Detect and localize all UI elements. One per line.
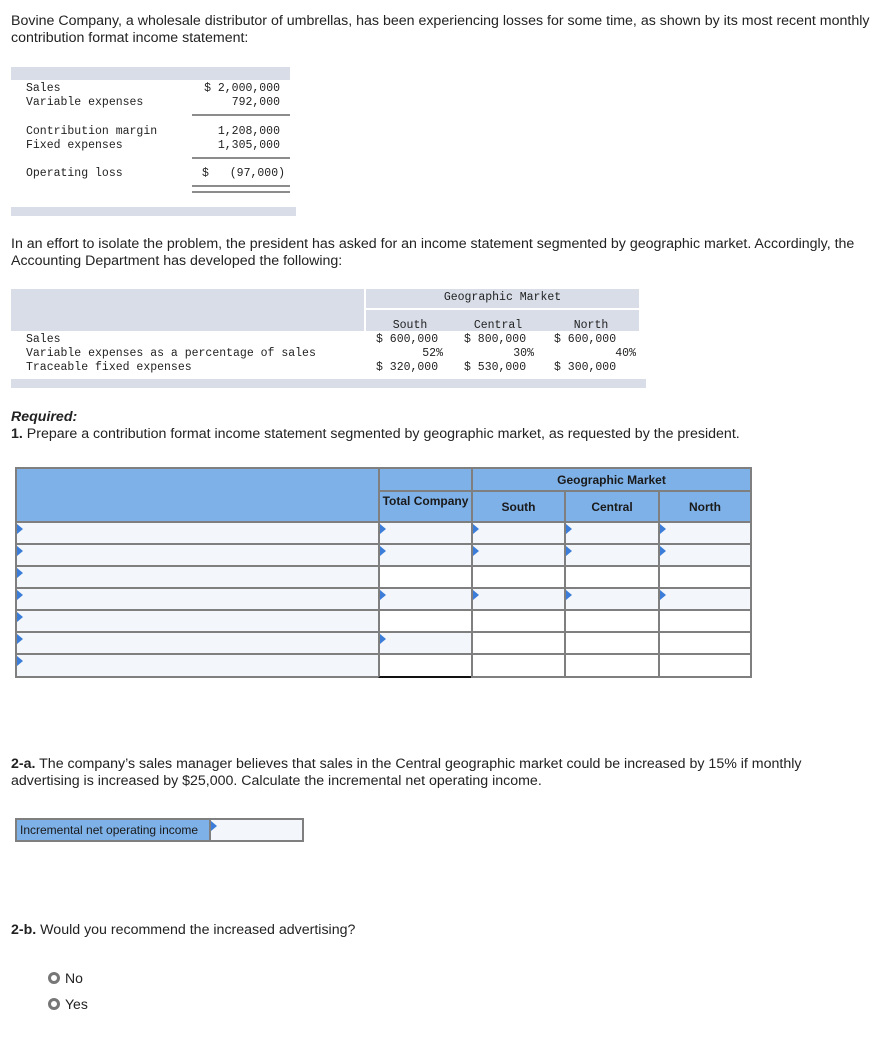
question-2a bbox=[11, 756, 871, 790]
geo-north-header: North bbox=[573, 319, 609, 332]
answer-row-label-input[interactable] bbox=[15, 543, 380, 567]
answer-total-input[interactable] bbox=[378, 587, 473, 611]
geo-market-header: Geographic Market bbox=[443, 291, 562, 304]
answer-row-label-input[interactable] bbox=[15, 631, 380, 655]
geo-south-fixed: $ 320,000 bbox=[376, 361, 439, 374]
incremental-noi-label: Incremental net operating income bbox=[15, 818, 211, 842]
subtotal-line bbox=[192, 114, 290, 116]
operating-loss-value: (97,000) bbox=[229, 167, 285, 180]
segment-intro-text: In an effort to isolate the problem, the president has asked for an income statement segmented by geographic market. Accordingly, the Accounting Department has developed the following: bbox=[11, 236, 855, 269]
geo-fixed-label: Traceable fixed expenses bbox=[26, 361, 192, 374]
answer-south-cell bbox=[471, 609, 566, 633]
fixed-expenses-value: 1,305,000 bbox=[217, 139, 280, 152]
answer-south-input[interactable] bbox=[471, 587, 566, 611]
answer-central-cell bbox=[564, 631, 660, 655]
answer-row-label-input[interactable] bbox=[15, 609, 380, 633]
answer-north-cell bbox=[658, 653, 752, 678]
radio-no-label[interactable]: No bbox=[65, 970, 83, 986]
answer-central-input[interactable] bbox=[564, 543, 660, 567]
total-double-line bbox=[192, 185, 290, 187]
question-2b bbox=[11, 922, 871, 939]
variable-expenses-label: Variable expenses bbox=[26, 96, 144, 109]
geo-central-var: 30% bbox=[513, 347, 534, 360]
statement-footer-band bbox=[11, 207, 296, 216]
question-1-number: 1. bbox=[11, 426, 23, 442]
input-arrow-icon bbox=[17, 634, 23, 644]
input-arrow-icon bbox=[473, 524, 479, 534]
input-arrow-icon bbox=[380, 634, 386, 644]
input-arrow-icon bbox=[211, 821, 217, 831]
total-double-line bbox=[192, 191, 290, 193]
geo-label-band bbox=[11, 289, 364, 331]
subtotal-line bbox=[192, 157, 290, 159]
sales-value: $ 2,000,000 bbox=[204, 82, 280, 95]
answer-north-input[interactable] bbox=[658, 587, 752, 611]
answer-central-input[interactable] bbox=[564, 521, 660, 545]
input-arrow-icon bbox=[566, 524, 572, 534]
question-1-text: Prepare a contribution format income statement segmented by geographic market, as requested by the president. bbox=[22, 426, 740, 442]
question-2a-text: The company’s sales manager believes that sales in the Central geographic market could be increased by 15% if monthly advertising is increased by $25,000. Calculate the incremental net operating income. bbox=[11, 756, 802, 789]
answer-total-cell bbox=[378, 609, 473, 633]
answer-south-input[interactable] bbox=[471, 543, 566, 567]
input-arrow-icon bbox=[17, 612, 23, 622]
contribution-margin-label: Contribution margin bbox=[26, 125, 158, 138]
input-arrow-icon bbox=[660, 546, 666, 556]
radio-no-icon[interactable] bbox=[48, 972, 60, 984]
answer-north-cell bbox=[658, 609, 752, 633]
input-arrow-icon bbox=[17, 656, 23, 666]
fixed-expenses-label: Fixed expenses bbox=[26, 139, 123, 152]
question-2b-number: 2-b. bbox=[11, 922, 37, 938]
answer-geo-header: Geographic Market bbox=[471, 467, 752, 492]
geo-north-var: 40% bbox=[615, 347, 636, 360]
geo-north-fixed: $ 300,000 bbox=[554, 361, 617, 374]
question-1 bbox=[11, 426, 871, 443]
geo-sales-label: Sales bbox=[26, 333, 61, 346]
statement-header-band bbox=[11, 67, 290, 80]
answer-south-cell bbox=[471, 565, 566, 589]
answer-north-input[interactable] bbox=[658, 521, 752, 545]
geo-variable-label: Variable expenses as a percentage of sales bbox=[26, 347, 316, 360]
answer-row-label-input[interactable] bbox=[15, 565, 380, 589]
contribution-margin-value: 1,208,000 bbox=[217, 125, 280, 138]
answer-total-cell bbox=[378, 565, 473, 589]
input-arrow-icon bbox=[566, 590, 572, 600]
answer-south-input[interactable] bbox=[471, 521, 566, 545]
answer-south-cell bbox=[471, 631, 566, 655]
radio-yes-icon[interactable] bbox=[48, 998, 60, 1010]
incremental-noi-input[interactable] bbox=[209, 818, 304, 842]
answer-central-cell bbox=[564, 565, 660, 589]
input-arrow-icon bbox=[17, 568, 23, 578]
answer-total-input[interactable] bbox=[378, 521, 473, 545]
input-arrow-icon bbox=[380, 546, 386, 556]
variable-expenses-value: 792,000 bbox=[231, 96, 280, 109]
answer-row-label-input[interactable] bbox=[15, 521, 380, 545]
geo-south-var: 52% bbox=[422, 347, 443, 360]
geo-central-fixed: $ 530,000 bbox=[464, 361, 527, 374]
geo-central-sales: $ 800,000 bbox=[464, 333, 527, 346]
question-2b-text: Would you recommend the increased advertising? bbox=[36, 922, 356, 938]
answer-south-cell bbox=[471, 653, 566, 678]
sales-label: Sales bbox=[26, 82, 61, 95]
geo-south-sales: $ 600,000 bbox=[376, 333, 439, 346]
input-arrow-icon bbox=[17, 524, 23, 534]
input-arrow-icon bbox=[473, 590, 479, 600]
answer-total-input[interactable] bbox=[378, 631, 473, 655]
answer-blank-header bbox=[378, 467, 473, 492]
answer-north-header: North bbox=[658, 490, 752, 523]
input-arrow-icon bbox=[17, 590, 23, 600]
answer-total-cell bbox=[378, 653, 473, 678]
answer-total-header: Total Company bbox=[378, 490, 473, 523]
input-arrow-icon bbox=[660, 590, 666, 600]
answer-north-input[interactable] bbox=[658, 543, 752, 567]
geo-central-header: Central bbox=[473, 319, 523, 332]
input-arrow-icon bbox=[473, 546, 479, 556]
input-arrow-icon bbox=[660, 524, 666, 534]
answer-total-input[interactable] bbox=[378, 543, 473, 567]
answer-label-header bbox=[15, 467, 380, 523]
answer-central-header: Central bbox=[564, 490, 660, 523]
answer-north-cell bbox=[658, 565, 752, 589]
geo-footer-band bbox=[11, 379, 646, 388]
input-arrow-icon bbox=[380, 524, 386, 534]
operating-loss-label: Operating loss bbox=[26, 167, 123, 180]
answer-row-label-input[interactable] bbox=[15, 653, 380, 678]
operating-loss-dollar: $ bbox=[202, 167, 209, 180]
radio-yes-label[interactable]: Yes bbox=[65, 996, 88, 1012]
required-title: Required: bbox=[11, 409, 78, 425]
answer-row-label-input[interactable] bbox=[15, 587, 380, 611]
answer-central-cell bbox=[564, 609, 660, 633]
input-arrow-icon bbox=[380, 590, 386, 600]
input-arrow-icon bbox=[17, 546, 23, 556]
answer-central-input[interactable] bbox=[564, 587, 660, 611]
input-arrow-icon bbox=[566, 546, 572, 556]
answer-central-cell bbox=[564, 653, 660, 678]
geo-south-header: South bbox=[392, 319, 428, 332]
answer-south-header: South bbox=[471, 490, 566, 523]
geo-north-sales: $ 600,000 bbox=[554, 333, 617, 346]
answer-north-cell bbox=[658, 631, 752, 655]
intro-text: Bovine Company, a wholesale distributor of umbrellas, has been experiencing losses for some time, as shown by its most recent monthly contribution format income statement: bbox=[11, 13, 870, 46]
question-2a-number: 2-a. bbox=[11, 756, 36, 772]
